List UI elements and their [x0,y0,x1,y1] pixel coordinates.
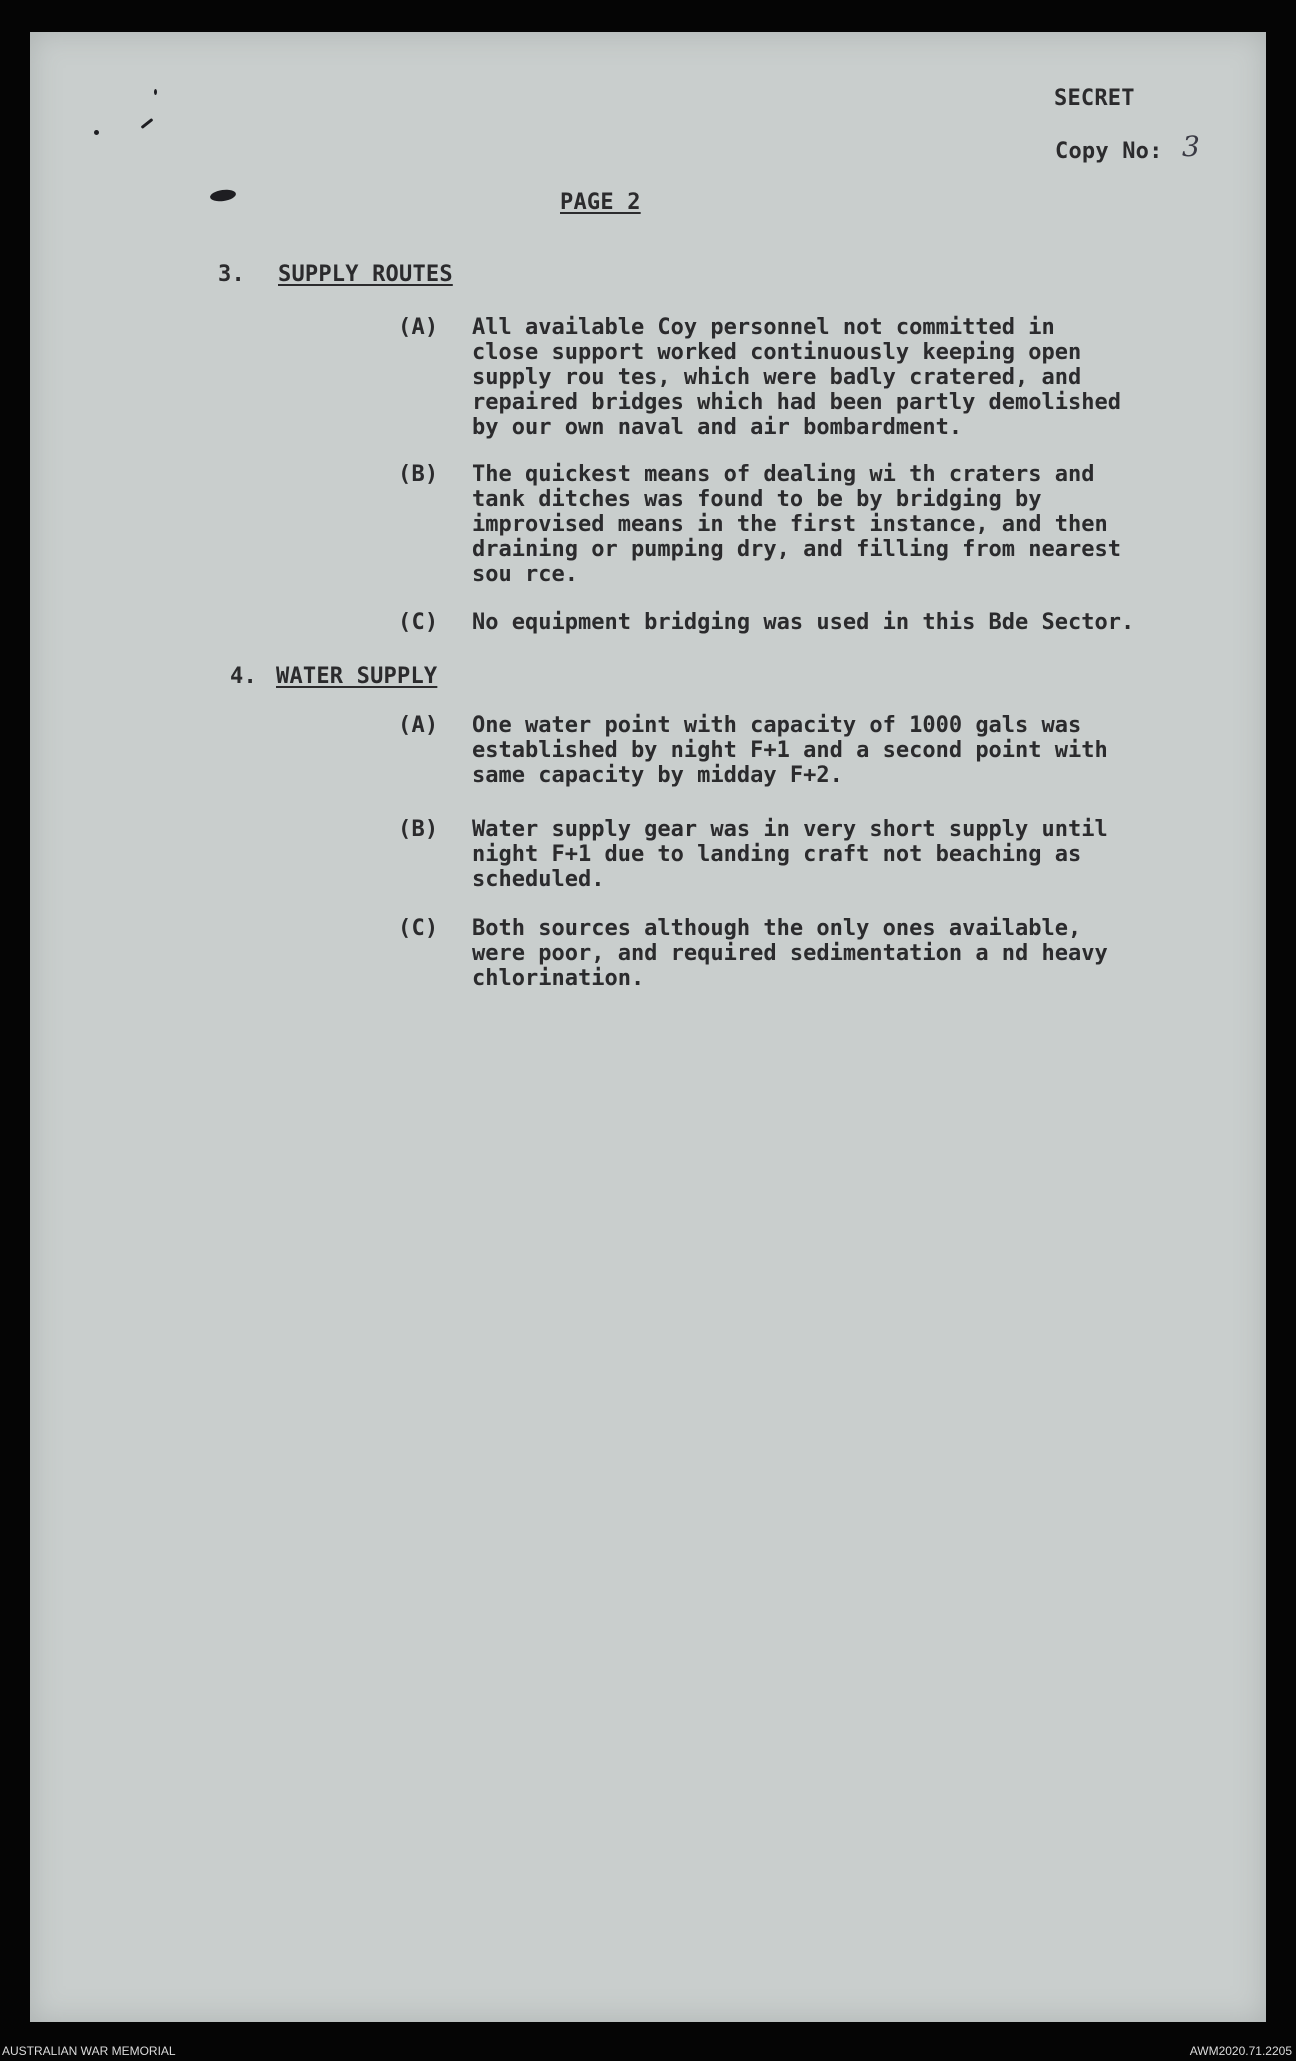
copy-number-label: Copy No: [1055,139,1163,164]
section-title: SUPPLY ROUTES [278,262,453,287]
page-label: PAGE 2 [560,190,641,215]
item-text: One water point with capacity of 1000 gals was established by night F+1 and a second point with same capacity by midday F+2. [472,713,1108,788]
section-title: WATER SUPPLY [276,664,438,689]
item-marker: (B) [398,817,439,842]
item-text: No equipment bridging was used in this Bde Sector. [472,610,1135,635]
item-text: Water supply gear was in very short supply until night F+1 due to landing craft not beaching as scheduled. [472,817,1108,892]
item-marker: (A) [398,713,439,738]
section-number: 4. [230,664,257,689]
section-number: 3. [218,262,245,287]
footer-credit: AUSTRALIAN WAR MEMORIAL [2,2044,176,2058]
item-marker: (C) [398,610,439,635]
classification-stamp: SECRET [1054,86,1135,111]
item-marker: (C) [398,916,439,941]
item-text: The quickest means of dealing wi th craters and tank ditches was found to be by bridging by improvised means in the first instance, and then draining or pumping dry, and filling from nearest sou rce. [472,462,1122,587]
item-text: Both sources although the only ones available, were poor, and required sedimentation a nd heavy chlorination. [472,916,1108,991]
copy-number-handwritten: 3 [1182,130,1200,163]
item-marker: (A) [398,315,439,340]
ink-blot [209,188,236,203]
ink-dash [141,118,154,129]
footer-accession-number: AWM2020.71.2205 [1189,2044,1292,2058]
item-marker: (B) [398,462,439,487]
document-page [30,32,1266,2022]
ink-speck [154,89,157,95]
ink-speck [94,130,99,135]
item-text: All available Coy personnel not committed in close support worked continuously keeping open supply rou tes, which were badly cratered, and repaired bridges which had been partly demolished by our own naval and air bombardment. [472,315,1122,440]
